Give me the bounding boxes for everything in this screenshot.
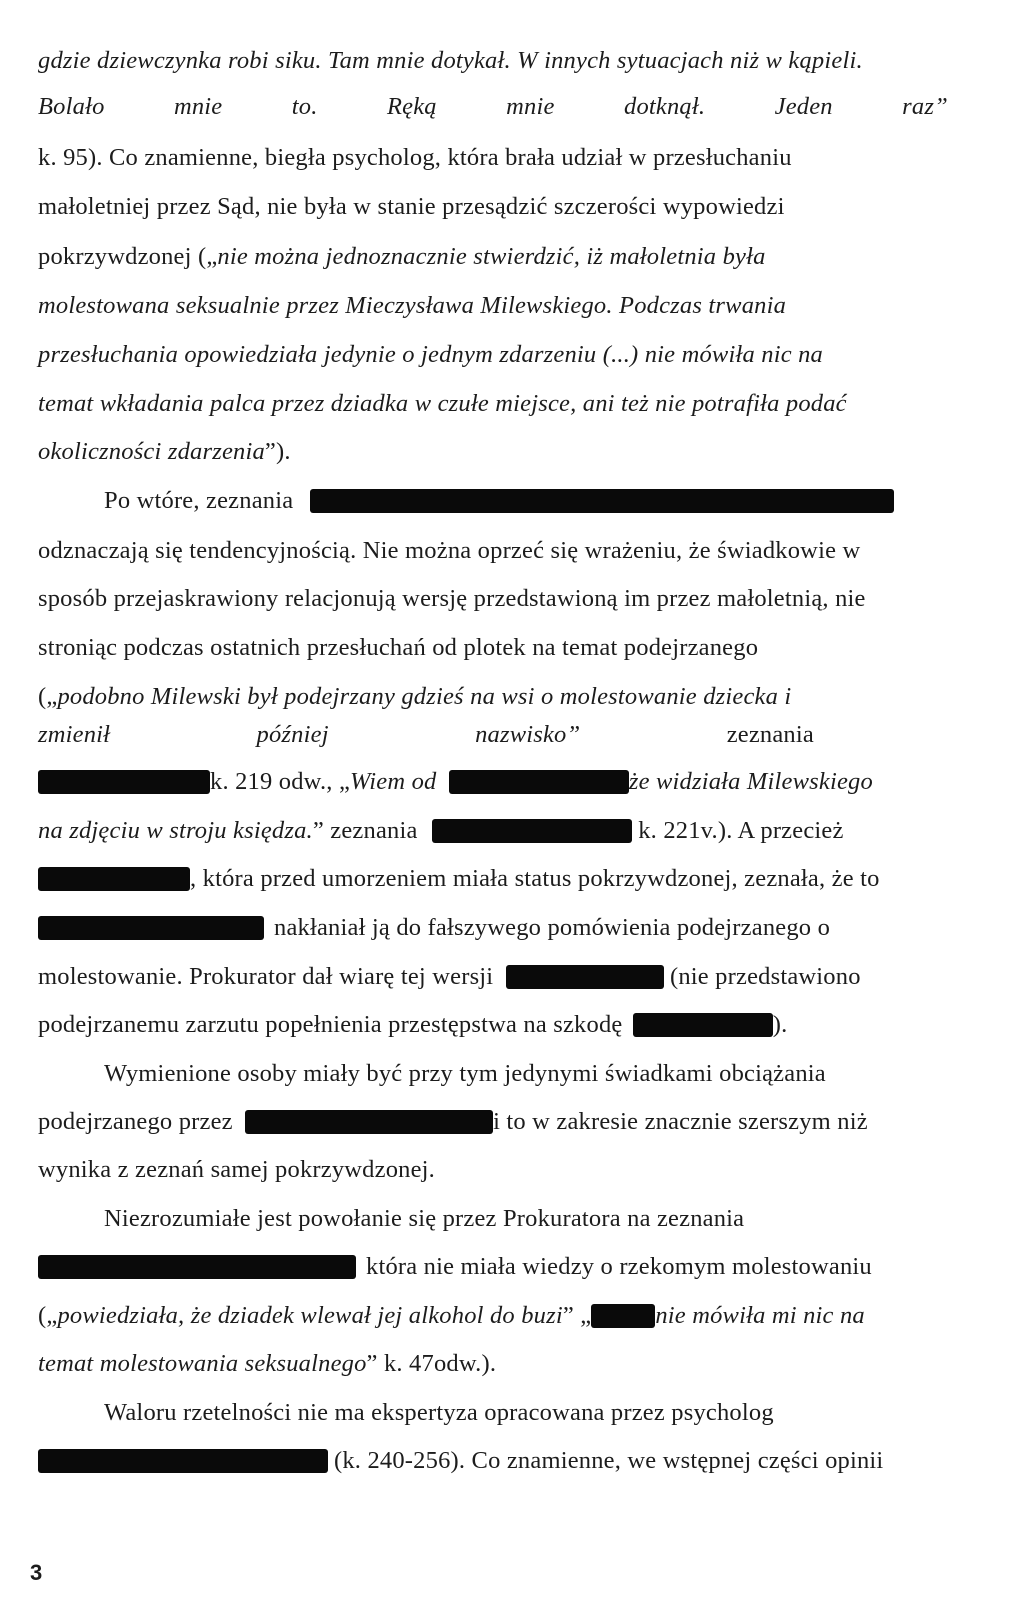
redaction-bar <box>591 1304 655 1328</box>
text-line: („powiedziała, że dziadek wlewał jej alkohol do buzi” „ nie mówiła mi nic na <box>38 1302 865 1329</box>
text-line: (k. 240-256). Co znamienne, we wstępnej części opinii <box>38 1444 948 1478</box>
text-line: Po wtóre, zeznania <box>104 484 960 518</box>
text-line: Bolało mnie to. Ręką mnie dotknął. Jeden raz” <box>38 93 948 120</box>
text-line: wynika z zeznań samej pokrzywdzonej. <box>38 1156 435 1183</box>
text-line: sposób przejaskrawiony relacjonują wersję przedstawioną im przez małoletnią, nie <box>38 585 866 612</box>
text-line: gdzie dziewczynka robi siku. Tam mnie dotykał. W innych sytuacjach niż w kąpieli. <box>38 47 863 74</box>
text-line: odznaczają się tendencyjnością. Nie można oprzeć się wrażeniu, że świadkowie w <box>38 537 861 564</box>
text-line: molestowana seksualnie przez Mieczysława Milewskiego. Podczas trwania <box>38 292 787 319</box>
redaction-bar <box>506 965 664 989</box>
text-line: k. 95). Co znamienne, biegła psycholog, która brała udział w przesłuchaniu <box>38 144 792 171</box>
text-line: okoliczności zdarzenia”). <box>38 438 291 465</box>
text-line: Waloru rzetelności nie ma ekspertyza opracowana przez psycholog <box>104 1399 774 1426</box>
text-line: Wymienione osoby miały być przy tym jedynymi świadkami obciążania <box>104 1060 826 1087</box>
redaction-bar <box>310 489 894 513</box>
redaction-bar <box>38 1449 328 1473</box>
text-line: stroniąc podczas ostatnich przesłuchań od plotek na temat podejrzanego <box>38 634 759 661</box>
redaction-bar <box>38 770 210 794</box>
redaction-bar <box>432 819 632 843</box>
text-line: nakłaniał ją do fałszywego pomówienia podejrzanego o <box>38 911 948 945</box>
text-line: k. 219 odw., „Wiem od że widziała Milewskiego <box>38 765 948 799</box>
redaction-bar <box>38 1255 356 1279</box>
text-line: , która przed umorzeniem miała status pokrzywdzonej, zeznała, że to <box>38 862 948 896</box>
text-line: pokrzywdzonej („nie można jednoznacznie stwierdzić, iż małoletnia była <box>38 243 766 270</box>
redaction-bar <box>245 1110 493 1134</box>
redaction-bar <box>38 916 264 940</box>
redaction-bar <box>449 770 629 794</box>
text-line: temat molestowania seksualnego” k. 47odw.). <box>38 1350 497 1377</box>
text-line: Niezrozumiałe jest powołanie się przez Prokuratora na zeznania <box>104 1205 745 1232</box>
text-line: na zdjęciu w stroju księdza.” zeznania k. 221v.). A przecież <box>38 817 844 844</box>
text-line: która nie miała wiedzy o rzekomym molestowaniu <box>38 1250 948 1284</box>
text-line: małoletniej przez Sąd, nie była w stanie przesądzić szczerości wypowiedzi <box>38 193 785 220</box>
text-line: molestowanie. Prokurator dał wiarę tej wersji (nie przedstawiono <box>38 963 861 990</box>
text-line: podejrzanemu zarzutu popełnienia przestępstwa na szkodę ). <box>38 1011 788 1038</box>
text-line: temat wkładania palca przez dziadka w czułe miejsce, ani też nie potrafiła podać <box>38 390 847 417</box>
text-line: podejrzanego przez i to w zakresie znacznie szerszym niż <box>38 1108 868 1135</box>
text-line: („podobno Milewski był podejrzany gdzieś na wsi o molestowanie dziecka i <box>38 683 792 710</box>
text-line: zmienił później nazwisko” zeznania <box>38 721 814 748</box>
redaction-bar <box>633 1013 773 1037</box>
page-number: 3 <box>30 1560 43 1585</box>
text-line: przesłuchania opowiedziała jedynie o jednym zdarzeniu (...) nie mówiła nic na <box>38 341 824 368</box>
redaction-bar <box>38 867 190 891</box>
